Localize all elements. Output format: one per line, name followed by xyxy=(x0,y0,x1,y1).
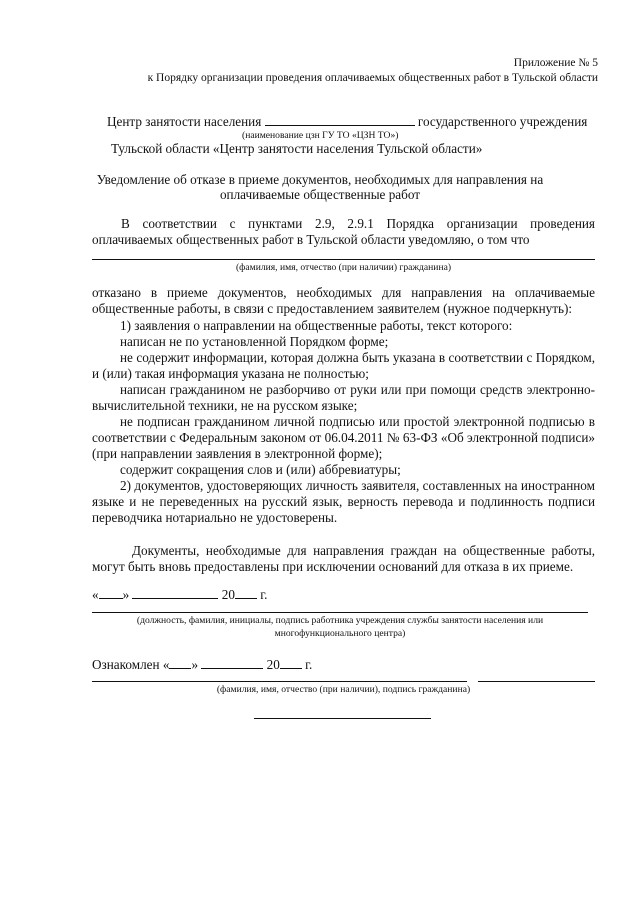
closing-line1: Документы, необходимые для направления граждан на общественные работы, xyxy=(132,543,595,558)
reason-2-line3: переводчика нотариально не удостоверены. xyxy=(92,510,338,525)
center-name-blank xyxy=(265,113,415,126)
center-name-hint: (наименование цзн ГУ ТО «ЦЗН ТО») xyxy=(242,130,399,141)
month-blank xyxy=(132,586,218,599)
center-name-line xyxy=(107,113,587,130)
notice-title-line1: Уведомление об отказе в приеме документов, необходимых для направления на xyxy=(96,172,544,187)
reason-2-line2: языке и не переведенных на русский язык, верность перевода и подлинность подписи xyxy=(92,494,595,509)
reason-1d-line3: (при направлении заявления в электронной форме); xyxy=(92,446,383,461)
reason-1b-line2: и (или) такая информация указана не полностью; xyxy=(92,366,369,381)
center-label: Центр занятости населения xyxy=(107,114,262,129)
reason-1d-line2: соответствии с Федеральным законом от 06.04.2011 № 63-ФЗ «Об электронной подписи» xyxy=(92,430,595,445)
year-prefix: 20 xyxy=(221,587,235,602)
reason-1c-line1: написан гражданином не разборчиво от руки или при помощи средств электронно- xyxy=(120,382,595,397)
ack-year-blank xyxy=(280,656,302,669)
center-region-line: Тульской области «Центр занятости населения Тульской области» xyxy=(111,141,483,156)
ack-year-prefix: 20 xyxy=(266,657,280,672)
day-blank xyxy=(99,586,123,599)
ack-close-quote: » xyxy=(191,657,199,672)
citizen-name-hint: (фамилия, имя, отчество (при наличии) гражданина) xyxy=(235,262,452,273)
reason-2-line1: 2) документов, удостоверяющих личность заявителя, составленных на иностранном xyxy=(120,478,595,493)
reason-1b-line1: не содержит информации, которая должна быть указана в соответствии с Порядком, xyxy=(120,350,595,365)
notice-title-line2: оплачиваемые общественные работ xyxy=(219,187,421,202)
year-blank xyxy=(235,586,257,599)
appendix-number: Приложение № 5 xyxy=(513,57,598,69)
intro-line1: В соответствии с пунктами 2.9, 2.9.1 Порядка организации проведения xyxy=(121,216,595,231)
ack-month-blank xyxy=(201,656,263,669)
citizen-signature-blank-left xyxy=(92,681,467,682)
citizen-signature-hint: (фамилия, имя, отчество (при наличии), подпись гражданина) xyxy=(216,684,471,695)
refusal-line1: отказано в приеме документов, необходимых для направления на оплачиваемые xyxy=(92,285,595,300)
refusal-line2: общественные работы, в связи с предоставлением заявителем (нужное подчеркнуть): xyxy=(92,301,573,316)
reason-1a: написан не по установленной Порядком форме; xyxy=(120,334,389,349)
citizen-name-blank xyxy=(92,259,595,260)
intro-line2: оплачиваемых общественных работ в Тульской области уведомляю, о том что xyxy=(92,232,530,247)
acknowledged-label: Ознакомлен « xyxy=(92,657,170,672)
ack-day-blank xyxy=(169,656,191,669)
bottom-signature-blank xyxy=(254,718,431,719)
acknowledged-line xyxy=(92,656,312,673)
reason-1c-line2: вычислительной техники, не на русском языке; xyxy=(92,398,358,413)
appendix-reference: к Порядку организации проведения оплачиваемых общественных работ в Тульской области xyxy=(147,72,598,84)
signer-hint-line1: (должность, фамилия, инициалы, подпись работника учреждения службы занятости населения или xyxy=(136,615,544,626)
reason-1: 1) заявления о направлении на общественные работы, текст которого: xyxy=(120,318,513,333)
ack-year-suffix: г. xyxy=(305,657,313,672)
signer-blank xyxy=(92,612,588,613)
date-open-quote: « xyxy=(92,587,99,602)
year-suffix: г. xyxy=(260,587,268,602)
reason-1d-line1: не подписан гражданином личной подписью или простой электронной подписью в xyxy=(120,414,595,429)
signer-hint-line2: многофункционального центра) xyxy=(274,628,406,639)
citizen-signature-blank-right xyxy=(478,681,595,682)
closing-line2: могут быть вновь предоставлены при исключении оснований для отказа в их приеме. xyxy=(92,559,574,574)
institution-label: государственного учреждения xyxy=(417,114,588,129)
date-close-quote: » xyxy=(122,587,130,602)
reason-1e: содержит сокращения слов и (или) аббревиатуры; xyxy=(120,462,401,477)
notice-date-line xyxy=(92,586,267,603)
